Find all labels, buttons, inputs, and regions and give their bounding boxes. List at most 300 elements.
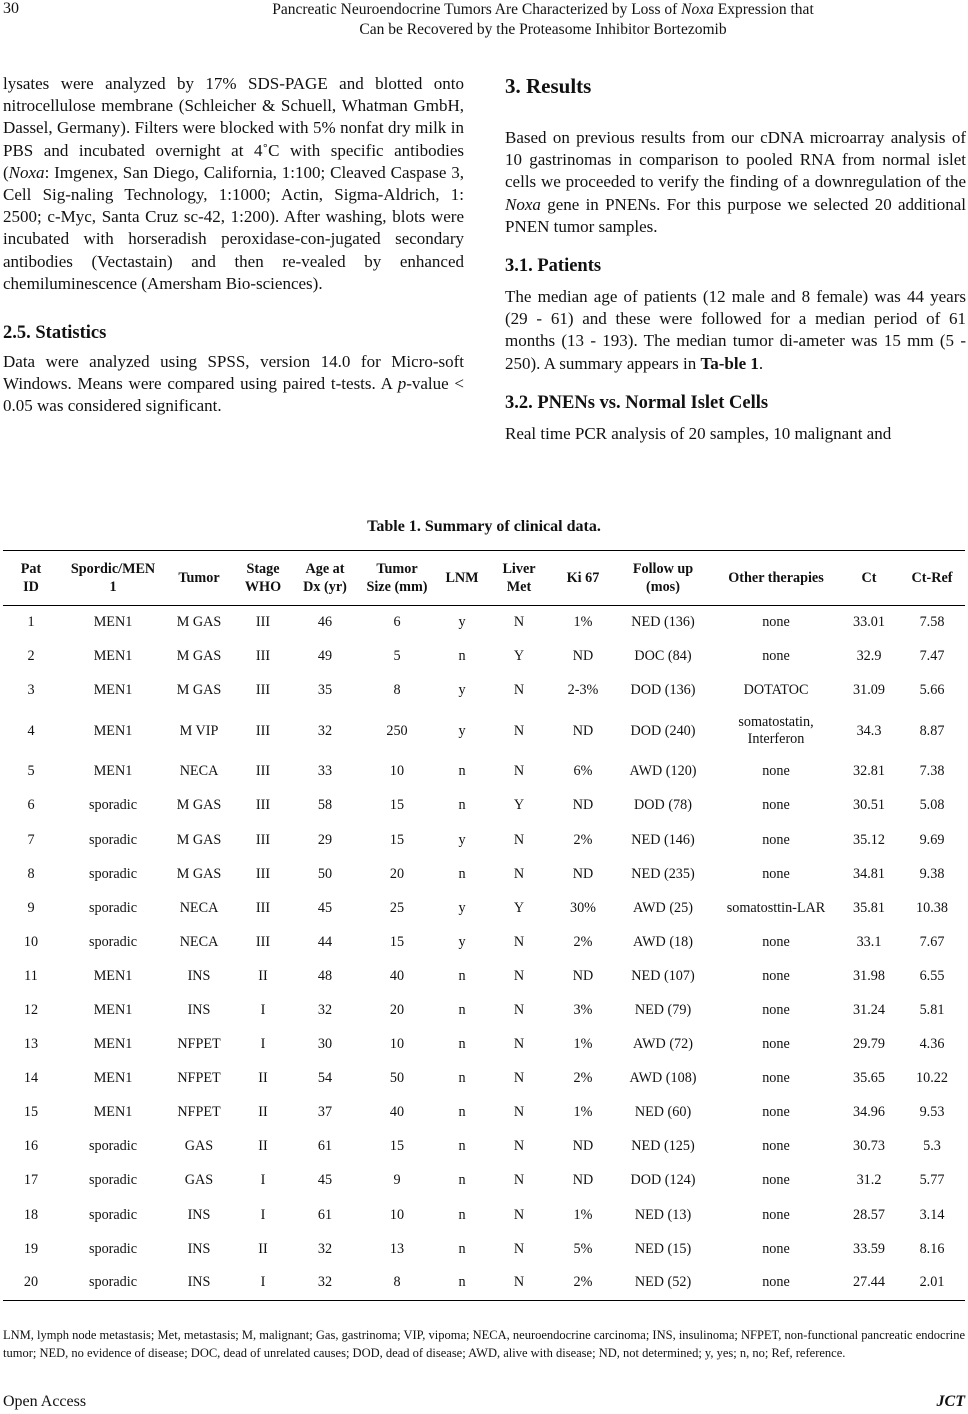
table-cell: I: [260, 1274, 266, 1291]
table-cell: N: [513, 1138, 525, 1155]
table-header-line: WHO: [244, 579, 282, 595]
table-cell: AWD (72): [633, 1036, 693, 1053]
pnens-paragraph: Real time PCR analysis of 20 samples, 10 malignant and: [505, 423, 892, 443]
table-cell: 6.55: [919, 967, 945, 984]
table-cell: II: [258, 1104, 268, 1121]
table-cell: II: [258, 1138, 268, 1155]
table-cell: MEN1: [93, 1001, 133, 1018]
table-cell: none: [762, 1274, 790, 1291]
table-cell: 19: [23, 1240, 39, 1257]
left-column: [3, 73, 464, 418]
table-row: [3, 1232, 965, 1266]
table-cell: ND: [572, 865, 594, 882]
table-cell: 61: [317, 1138, 333, 1155]
table-cell: none: [762, 1138, 790, 1155]
table-cell: N: [513, 1070, 525, 1087]
table-cell: 40: [389, 1104, 405, 1121]
table-cell: 34.81: [853, 865, 885, 882]
table-cell: N: [513, 614, 525, 631]
table-cell: 2%: [573, 1070, 593, 1087]
table-header-line: Dx (yr): [303, 579, 347, 595]
table-cell: III: [255, 722, 271, 739]
table-cell: 1%: [573, 1104, 593, 1121]
table-cell: NED (60): [634, 1104, 692, 1121]
table-cell: 13: [23, 1036, 39, 1053]
table-cell: somatostatin, Interferon: [738, 714, 814, 748]
table-cell: N: [513, 967, 525, 984]
table-row: [3, 857, 965, 891]
table-cell: 10.22: [916, 1070, 948, 1087]
table-cell: 20: [389, 865, 405, 882]
table-cell: none: [762, 648, 790, 665]
table-cell: 2: [27, 648, 35, 665]
table-cell: 5.77: [919, 1172, 945, 1189]
table-cell: 1%: [573, 1036, 593, 1053]
table-cell: NED (52): [634, 1274, 692, 1291]
table-cell: y: [458, 831, 466, 848]
table-cell: 8: [393, 682, 401, 699]
table-cell: sporadic: [88, 797, 138, 814]
table-cell: 9: [393, 1172, 401, 1189]
table-cell: 50: [389, 1070, 405, 1087]
table-header-cell: [439, 551, 485, 606]
table-footnote: LNM, lymph node metastasis; Met, metastasis; M, malignant; Gas, gastrinoma; VIP, vipoma; NECA, neuroendocrine carcinoma; INS, insulinoma; NFPET, non-functional pancreatic endocrine tumor; NED, no evidence of disease; DOC, dead of unrelated causes; DOD, dead of disease; AWD, alive with disease; ND, not determined; y, yes; n, no; Ref, reference.: [3, 1328, 965, 1360]
table-cell: ND: [572, 722, 594, 739]
table-cell: 10: [389, 1206, 405, 1223]
table-cell: n: [458, 763, 466, 780]
table-cell: 48: [317, 967, 333, 984]
table-cell: none: [762, 967, 790, 984]
table-cell: 9: [27, 899, 35, 916]
table-cell: N: [513, 1240, 525, 1257]
table-cell: Y: [513, 899, 525, 916]
table-cell: 37: [317, 1104, 333, 1121]
table-header-line: Liver: [502, 561, 536, 577]
table-header-line: (mos): [646, 579, 680, 595]
table-header-line: Ki 67: [566, 570, 600, 586]
table-1-reference[interactable]: Ta-ble 1: [700, 353, 759, 373]
table-cell: MEN1: [93, 722, 133, 739]
table-row: [3, 1130, 965, 1164]
table-header-cell: [295, 551, 355, 606]
table-cell: 6: [393, 614, 401, 631]
table-cell: 30: [317, 1036, 333, 1053]
table-cell: ND: [572, 1138, 594, 1155]
results-paragraph: Based on previous results from our cDNA microarray analysis of 10 gastrinomas in comparison to pooled RNA from normal islet cells we proceeded to verify the finding of a downregulation of the Noxa gene in PNENs. For this purpose we selected 20 additional PNEN tumor samples.: [505, 128, 966, 236]
table-cell: 15: [389, 1138, 405, 1155]
table-cell: n: [458, 865, 466, 882]
table-cell: 31.09: [853, 682, 885, 699]
table-cell: 9.69: [919, 831, 945, 848]
table-cell: DOTATOC: [743, 682, 809, 699]
table-cell: III: [255, 933, 271, 950]
table-cell: M GAS: [176, 865, 222, 882]
table-header-line: Ct-Ref: [911, 570, 953, 586]
table-header-line: LNM: [445, 570, 479, 586]
table-cell: INS: [187, 1001, 211, 1018]
table-header-line: Age at: [305, 561, 345, 577]
table-cell: 7: [27, 831, 35, 848]
table-cell: y: [458, 933, 466, 950]
table-cell: III: [255, 899, 271, 916]
table-cell: n: [458, 1036, 466, 1053]
running-header-line-1: Pancreatic Neuroendocrine Tumors Are Characterized by Loss of Noxa Expression that: [272, 1, 814, 18]
table-cell: NED (107): [631, 967, 695, 984]
table-cell: 2-3%: [567, 682, 599, 699]
table-row: [3, 925, 965, 959]
table-cell: n: [458, 1138, 466, 1155]
table-cell: 35.81: [853, 899, 885, 916]
table-cell: N: [513, 1206, 525, 1223]
table-cell: 54: [317, 1070, 333, 1087]
table-cell: 32: [317, 1001, 333, 1018]
table-cell: 8: [27, 865, 35, 882]
table-cell: 16: [23, 1138, 39, 1155]
table-cell: n: [458, 1206, 466, 1223]
table-cell: 30%: [569, 899, 596, 916]
table-cell: DOC (84): [634, 648, 692, 665]
table-cell: III: [255, 797, 271, 814]
table-cell: 15: [389, 831, 405, 848]
table-cell: 31.2: [856, 1172, 882, 1189]
table-row: [3, 891, 965, 925]
table-header-cell: [553, 551, 613, 606]
table-cell: 27.44: [853, 1274, 885, 1291]
table-cell: III: [255, 831, 271, 848]
table-cell: NECA: [179, 933, 219, 950]
table-header-line: Pat: [20, 561, 42, 577]
table-cell: 20: [23, 1274, 39, 1291]
table-cell: sporadic: [88, 899, 138, 916]
table-cell: I: [260, 1036, 266, 1053]
table-cell: GAS: [184, 1138, 214, 1155]
table-cell: none: [762, 1036, 790, 1053]
running-header-line-2: Can be Recovered by the Proteasome Inhibitor Bortezomib: [359, 21, 727, 38]
table-row: [3, 823, 965, 857]
table-cell: none: [762, 614, 790, 631]
table-cell: n: [458, 1001, 466, 1018]
table-cell: none: [762, 1070, 790, 1087]
table-cell: N: [513, 722, 525, 739]
table-cell: 6: [27, 797, 35, 814]
table-cell: III: [255, 865, 271, 882]
statistics-paragraph: Data were analyzed using SPSS, version 14.0 for Micro-soft Windows. Means were compared using paired t-tests. A p-value < 0.05 was considered significant.: [3, 352, 464, 416]
table-cell: n: [458, 648, 466, 665]
table-cell: 1%: [573, 1206, 593, 1223]
table-cell: 29.79: [853, 1036, 885, 1053]
table-cell: 32: [317, 722, 333, 739]
table-cell: none: [762, 763, 790, 780]
table-cell: ND: [572, 1172, 594, 1189]
table-cell: M GAS: [176, 797, 222, 814]
table-cell: 5.3: [923, 1138, 941, 1155]
table-header-line: Tumor: [376, 561, 418, 577]
table-cell: II: [258, 1240, 268, 1257]
table-cell: 15: [23, 1104, 39, 1121]
table-header-line: Stage: [246, 561, 280, 577]
table-cell: 49: [317, 648, 333, 665]
pnens-heading: 3.2. PNENs vs. Normal Islet Cells: [505, 392, 769, 413]
table-header-line: Other therapies: [728, 570, 824, 586]
table-cell: GAS: [184, 1172, 214, 1189]
table-cell: 10.38: [916, 899, 948, 916]
table-row: [3, 789, 965, 823]
table-cell: 5%: [573, 1240, 593, 1257]
table-cell: AWD (120): [629, 763, 697, 780]
table-cell: 7.67: [919, 933, 945, 950]
table-cell: 30.51: [853, 797, 885, 814]
table-cell: N: [513, 1036, 525, 1053]
table-cell: 1: [27, 614, 35, 631]
footer-journal: JCT: [936, 1393, 965, 1410]
table-cell: M VIP: [179, 722, 219, 739]
table-cell: none: [762, 1206, 790, 1223]
table-cell: I: [260, 1206, 266, 1223]
table-cell: sporadic: [88, 1138, 138, 1155]
table-cell: NFPET: [177, 1104, 221, 1121]
table-cell: 11: [24, 967, 38, 984]
table-cell: 5.08: [919, 797, 945, 814]
table-cell: Y: [513, 797, 525, 814]
methods-paragraph: lysates were analyzed by 17% SDS-PAGE and blotted onto nitrocellulose membrane (Schleicher & Schuell, Whatman GmbH, Dassel, Germany). Filters were blocked with 5% nonfat dry milk in PBS and incubated overnight at 4˚C with specific antibodies (Noxa: Imgenex, San Diego, California, 1:100; Cleaved Caspase 3, Cell Sig-naling Technology, 1:1000; Actin, Sigma-Aldrich, 1: 2500; c-Myc, Santa Cruz sc-42, 1:200). After washing, blots were incubated with horseradish peroxidase-con-jugated secondary antibodies (Vectastain) and then re-vealed by enhanced chemiluminescence (Amersham Bio-sciences).: [3, 74, 464, 293]
table-cell: 10: [23, 933, 39, 950]
table-cell: 10: [389, 1036, 405, 1053]
clinical-data-table: [3, 550, 965, 1301]
table-header-cell: [485, 551, 553, 606]
table-cell: somatosttin-LAR: [726, 899, 826, 916]
table-cell: NED (235): [631, 865, 695, 882]
table-cell: 7.38: [919, 763, 945, 780]
table-cell: N: [513, 763, 525, 780]
table-cell: none: [762, 1104, 790, 1121]
table-cell: NED (125): [631, 1138, 695, 1155]
table-header-cell: [713, 551, 839, 606]
table-row: [3, 708, 965, 755]
table-header-cell: [355, 551, 439, 606]
table-cell: INS: [187, 1274, 211, 1291]
table-cell: 61: [317, 1206, 333, 1223]
table-cell: 4: [27, 722, 35, 739]
table-cell: 40: [389, 967, 405, 984]
table-cell: DOD (78): [634, 797, 692, 814]
table-cell: n: [458, 797, 466, 814]
table-cell: 5.81: [919, 1001, 945, 1018]
table-cell: 8.16: [919, 1240, 945, 1257]
table-cell: MEN1: [93, 1036, 133, 1053]
table-caption: Table 1. Summary of clinical data.: [367, 518, 601, 535]
table-row: [3, 959, 965, 993]
table-cell: NECA: [179, 899, 219, 916]
table-cell: n: [458, 1274, 466, 1291]
table-cell: N: [513, 682, 525, 699]
table-cell: NFPET: [177, 1036, 221, 1053]
table-cell: III: [255, 763, 271, 780]
table-cell: none: [762, 865, 790, 882]
table-header-cell: [59, 551, 167, 606]
table-cell: sporadic: [88, 1240, 138, 1257]
table-header-line: 1: [109, 579, 117, 595]
table-cell: 30.73: [853, 1138, 885, 1155]
table-header-line: Met: [506, 579, 532, 595]
table-cell: 12: [23, 1001, 39, 1018]
table-header-line: Follow up: [632, 561, 694, 577]
table-cell: M GAS: [176, 648, 222, 665]
table-header-line: Ct: [861, 570, 877, 586]
table-header-line: Size (mm): [366, 579, 428, 595]
table-row: [3, 755, 965, 789]
table-cell: 32: [317, 1274, 333, 1291]
table-cell: sporadic: [88, 831, 138, 848]
table-cell: y: [458, 614, 466, 631]
running-header: [120, 0, 966, 40]
table-cell: 28.57: [853, 1206, 885, 1223]
table-cell: NFPET: [177, 1070, 221, 1087]
table-cell: N: [513, 1001, 525, 1018]
table-cell: 2%: [573, 831, 593, 848]
table-cell: 33.01: [853, 614, 885, 631]
table-cell: 45: [317, 1172, 333, 1189]
table-cell: none: [762, 831, 790, 848]
table-cell: 2%: [573, 1274, 593, 1291]
table-cell: 5.66: [919, 682, 945, 699]
table-cell: y: [458, 899, 466, 916]
table-cell: n: [458, 1172, 466, 1189]
table-row: [3, 606, 965, 640]
table-cell: 8.87: [919, 722, 945, 739]
table-cell: INS: [187, 967, 211, 984]
table-cell: 58: [317, 797, 333, 814]
table-row: [3, 1198, 965, 1232]
table-cell: sporadic: [88, 1274, 138, 1291]
table-cell: 3: [27, 682, 35, 699]
table-cell: MEN1: [93, 682, 133, 699]
table-cell: 44: [317, 933, 333, 950]
table-cell: none: [762, 1172, 790, 1189]
table-cell: NED (15): [634, 1240, 692, 1257]
table-cell: 18: [23, 1206, 39, 1223]
table-cell: sporadic: [88, 865, 138, 882]
table-cell: MEN1: [93, 648, 133, 665]
table-cell: 35.12: [853, 831, 885, 848]
statistics-heading: 2.5. Statistics: [3, 323, 107, 344]
table-cell: ND: [572, 967, 594, 984]
table-cell: AWD (25): [633, 899, 693, 916]
table-header-cell: [167, 551, 231, 606]
table-cell: NED (136): [631, 614, 695, 631]
table-cell: 4.36: [919, 1036, 945, 1053]
table-cell: III: [255, 682, 271, 699]
table-cell: NED (13): [634, 1206, 692, 1223]
table-cell: 15: [389, 933, 405, 950]
table-cell: 10: [389, 763, 405, 780]
table-cell: 5: [27, 763, 35, 780]
table-header-cell: [839, 551, 899, 606]
table-cell: 8: [393, 1274, 401, 1291]
table-cell: 35: [317, 682, 333, 699]
table-cell: 33.1: [856, 933, 882, 950]
table-cell: 7.58: [919, 614, 945, 631]
table-cell: 1%: [573, 614, 593, 631]
table-cell: DOD (136): [630, 682, 696, 699]
table-cell: sporadic: [88, 1206, 138, 1223]
table-cell: 5: [393, 648, 401, 665]
table-cell: 2%: [573, 933, 593, 950]
table-cell: 9.53: [919, 1104, 945, 1121]
table-cell: 31.24: [853, 1001, 885, 1018]
table-cell: III: [255, 648, 271, 665]
table-header-cell: [3, 551, 59, 606]
table-cell: 13: [389, 1240, 405, 1257]
table-cell: n: [458, 1104, 466, 1121]
table-row: [3, 674, 965, 708]
table-cell: sporadic: [88, 933, 138, 950]
table-cell: AWD (18): [633, 933, 693, 950]
table-cell: N: [513, 1172, 525, 1189]
patients-heading: 3.1. Patients: [505, 256, 602, 277]
table-cell: 32.81: [853, 763, 885, 780]
table-cell: Y: [513, 648, 525, 665]
table-cell: 34.96: [853, 1104, 885, 1121]
table-cell: 17: [23, 1172, 39, 1189]
table-cell: 14: [23, 1070, 39, 1087]
table-cell: none: [762, 797, 790, 814]
table-row: [3, 993, 965, 1027]
table-cell: 3.14: [919, 1206, 945, 1223]
table-cell: M GAS: [176, 614, 222, 631]
table-cell: 33: [317, 763, 333, 780]
table-row: [3, 1164, 965, 1198]
table-cell: MEN1: [93, 1104, 133, 1121]
table-cell: 33.59: [853, 1240, 885, 1257]
table-row: [3, 640, 965, 674]
table-cell: N: [513, 865, 525, 882]
table-header-cell: [231, 551, 295, 606]
table-cell: II: [258, 967, 268, 984]
table-row: [3, 1028, 965, 1062]
table-cell: 9.38: [919, 865, 945, 882]
table-cell: MEN1: [93, 967, 133, 984]
table-header-line: Tumor: [178, 570, 220, 586]
table-cell: N: [513, 1104, 525, 1121]
table-header-row: [3, 551, 965, 606]
table-cell: I: [260, 1001, 266, 1018]
results-heading: 3. Results: [505, 74, 592, 98]
table-cell: 15: [389, 797, 405, 814]
table-cell: n: [458, 1240, 466, 1257]
table-cell: M GAS: [176, 682, 222, 699]
table-cell: 32.9: [856, 648, 882, 665]
table-cell: 35.65: [853, 1070, 885, 1087]
table-cell: 250: [386, 722, 408, 739]
table-cell: none: [762, 1240, 790, 1257]
right-column: [505, 73, 966, 445]
table-cell: INS: [187, 1206, 211, 1223]
table-cell: 31.98: [853, 967, 885, 984]
table-cell: III: [255, 614, 271, 631]
table-cell: y: [458, 682, 466, 699]
table-cell: INS: [187, 1240, 211, 1257]
table-cell: NED (146): [631, 831, 695, 848]
patients-paragraph: The median age of patients (12 male and 8 female) was 44 years (29 - 61) and these were followed for a median period of 61 months (13 - 193). The median tumor di-ameter was 15 mm (5 - 250). A summary appears in Ta-ble 1.: [505, 287, 966, 373]
table-cell: NECA: [179, 763, 219, 780]
footer-open-access: Open Access: [3, 1393, 87, 1410]
table-header-cell: [613, 551, 713, 606]
table-cell: MEN1: [93, 614, 133, 631]
table-cell: I: [260, 1172, 266, 1189]
table-header-cell: [899, 551, 965, 606]
table-row: [3, 1266, 965, 1300]
table-header-line: Spordic/MEN: [70, 561, 156, 577]
